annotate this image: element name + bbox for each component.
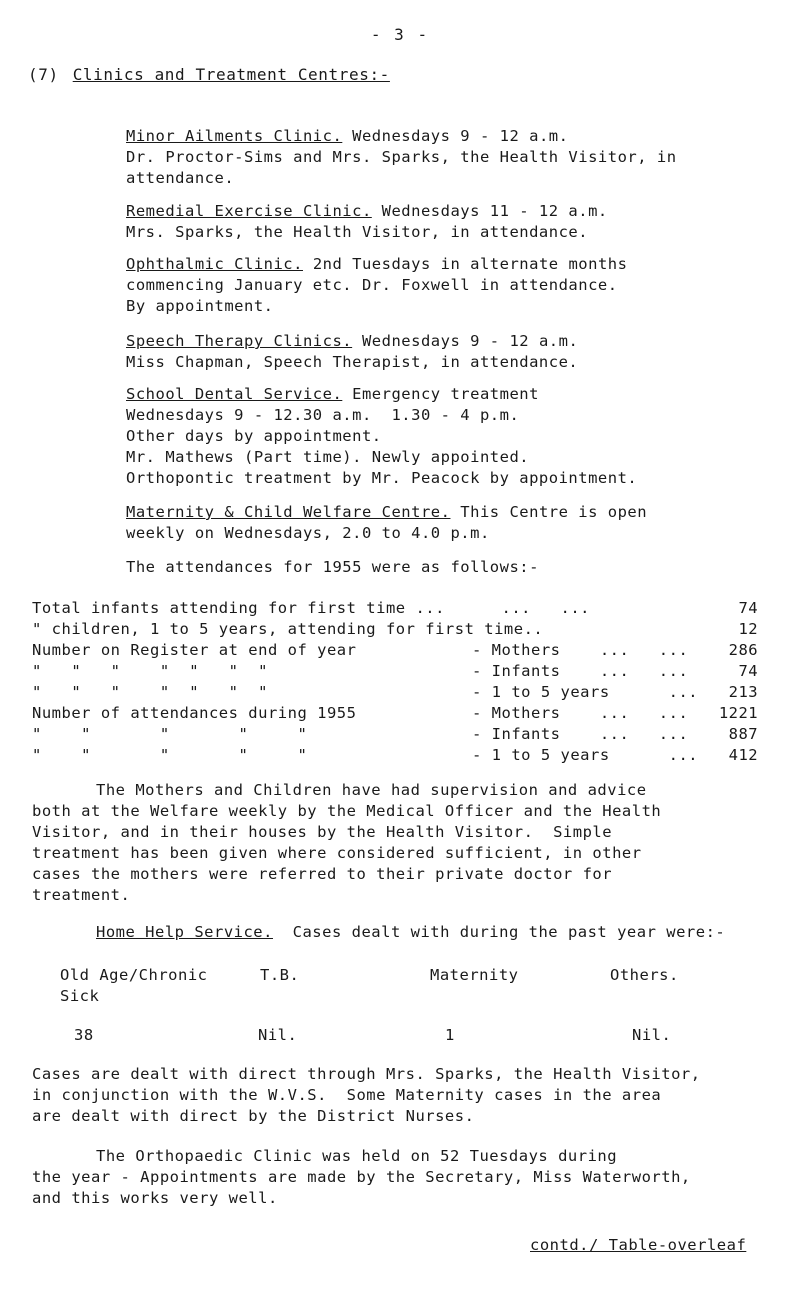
continued-note bbox=[530, 1235, 746, 1256]
stat-sub: - 1 to 5 years ... bbox=[472, 746, 699, 764]
table-row bbox=[32, 598, 758, 619]
paragraph-line: and this works very well. bbox=[32, 1189, 278, 1207]
table-row bbox=[32, 661, 758, 682]
stat-label: Number of attendances during 1955 bbox=[32, 704, 357, 722]
home-help-headers bbox=[60, 965, 760, 1009]
dental-line2: Wednesdays 9 - 12.30 a.m. 1.30 - 4 p.m. bbox=[126, 406, 520, 424]
paragraph-line: The Mothers and Children have had supervision and advice bbox=[96, 781, 647, 799]
minor-ailments-when: Wednesdays 9 - 12 a.m. bbox=[342, 127, 569, 145]
maternity-when: This Centre is open bbox=[450, 503, 648, 521]
header-others: Others. bbox=[610, 966, 679, 984]
paragraph-line: The Orthopaedic Clinic was held on 52 Tuesdays during bbox=[96, 1147, 618, 1165]
ophthalmic-line3: By appointment. bbox=[126, 297, 274, 315]
paragraph-line: in conjunction with the W.V.S. Some Maternity cases in the area bbox=[32, 1086, 662, 1104]
paragraph-line: treatment. bbox=[32, 886, 131, 904]
stat-label: " children, 1 to 5 years, attending for first time.. bbox=[32, 620, 544, 638]
dental-line3: Other days by appointment. bbox=[126, 427, 382, 445]
stat-sub: ... ... bbox=[472, 599, 590, 617]
minor-ailments-block bbox=[126, 126, 786, 189]
table-row bbox=[32, 745, 758, 766]
section-number: (7) bbox=[28, 65, 59, 84]
maternity-intro bbox=[126, 557, 786, 578]
maternity-line2: weekly on Wednesdays, 2.0 to 4.0 p.m. bbox=[126, 524, 490, 542]
speech-line2: Miss Chapman, Speech Therapist, in attendance. bbox=[126, 353, 579, 371]
table-row bbox=[32, 640, 758, 661]
stat-value: 74 bbox=[738, 662, 759, 680]
home-help-values bbox=[60, 1025, 760, 1046]
stat-value: 412 bbox=[728, 746, 759, 764]
ophthalmic-when: 2nd Tuesdays in alternate months bbox=[302, 255, 628, 273]
maternity-title: Maternity & Child Welfare Centre. bbox=[126, 503, 451, 521]
stat-sub: - Infants ... ... bbox=[472, 725, 689, 743]
attendance-table bbox=[32, 598, 758, 766]
maternity-block bbox=[126, 502, 786, 544]
stat-value: 213 bbox=[728, 683, 759, 701]
paragraph-line: Visitor, and in their houses by the Health Visitor. Simple bbox=[32, 823, 613, 841]
speech-title: Speech Therapy Clinics. bbox=[126, 332, 353, 350]
value-old-age: 38 bbox=[74, 1026, 94, 1044]
table-row bbox=[32, 724, 758, 745]
remedial-line2: Mrs. Sparks, the Health Visitor, in attendance. bbox=[126, 223, 589, 241]
stat-sub: - Infants ... ... bbox=[472, 662, 689, 680]
value-tb: Nil. bbox=[258, 1026, 298, 1044]
page-number: - 3 - bbox=[370, 25, 430, 44]
stat-value: 887 bbox=[728, 725, 759, 743]
remedial-block bbox=[126, 201, 786, 243]
stat-label: " " " " " " " bbox=[32, 683, 268, 701]
stat-label: " " " " " bbox=[32, 725, 308, 743]
home-help-paragraph bbox=[32, 1064, 772, 1127]
stat-label: " " " " " bbox=[32, 746, 308, 764]
ophthalmic-block bbox=[126, 254, 786, 317]
minor-ailments-line3: attendance. bbox=[126, 169, 235, 187]
home-help-heading bbox=[96, 922, 796, 943]
remedial-title: Remedial Exercise Clinic. bbox=[126, 202, 372, 220]
minor-ailments-line2: Dr. Proctor-Sims and Mrs. Sparks, the Health Visitor, in bbox=[126, 148, 677, 166]
paragraph-line: treatment has been given where considered sufficient, in other bbox=[32, 844, 642, 862]
table-row bbox=[32, 682, 758, 703]
remedial-when: Wednesdays 11 - 12 a.m. bbox=[371, 202, 608, 220]
header-old-age: Old Age/Chronic bbox=[60, 966, 208, 984]
speech-block bbox=[126, 331, 786, 373]
header-sick: Sick bbox=[60, 987, 100, 1005]
paragraph-line: are dealt with direct by the District Nurses. bbox=[32, 1107, 475, 1125]
paragraph-line: cases the mothers were referred to their private doctor for bbox=[32, 865, 613, 883]
stat-value: 286 bbox=[728, 641, 759, 659]
supervision-paragraph bbox=[32, 780, 772, 906]
paragraph-line: the year - Appointments are made by the Secretary, Miss Waterworth, bbox=[32, 1168, 691, 1186]
dental-block bbox=[126, 384, 786, 489]
ophthalmic-title: Ophthalmic Clinic. bbox=[126, 255, 303, 273]
value-maternity: 1 bbox=[445, 1026, 455, 1044]
speech-when: Wednesdays 9 - 12 a.m. bbox=[352, 332, 579, 350]
stat-label: Total infants attending for first time ... bbox=[32, 599, 445, 617]
stat-label: Number on Register at end of year bbox=[32, 641, 357, 659]
home-help-text: Cases dealt with during the past year were:- bbox=[272, 923, 726, 941]
section-heading bbox=[28, 64, 390, 85]
dental-when: Emergency treatment bbox=[342, 385, 539, 403]
value-others: Nil. bbox=[632, 1026, 672, 1044]
orthopaedic-paragraph bbox=[32, 1146, 772, 1209]
stat-value: 1221 bbox=[718, 704, 759, 722]
maternity-line3: The attendances for 1955 were as follows:- bbox=[126, 558, 539, 576]
stat-value: 12 bbox=[738, 620, 759, 638]
paragraph-line: both at the Welfare weekly by the Medical Officer and the Health bbox=[32, 802, 662, 820]
stat-sub: - Mothers ... ... bbox=[472, 641, 689, 659]
continued-text: contd./ Table-overleaf bbox=[530, 1236, 747, 1254]
table-row bbox=[32, 703, 758, 724]
header-tb: T.B. bbox=[260, 966, 300, 984]
stat-sub: - 1 to 5 years ... bbox=[472, 683, 699, 701]
dental-title: School Dental Service. bbox=[126, 385, 343, 403]
section-title: Clinics and Treatment Centres:- bbox=[72, 65, 390, 84]
header-maternity: Maternity bbox=[430, 966, 519, 984]
dental-line4: Mr. Mathews (Part time). Newly appointed. bbox=[126, 448, 530, 466]
dental-line5: Orthopontic treatment by Mr. Peacock by appointment. bbox=[126, 469, 638, 487]
stat-sub: - Mothers ... ... bbox=[472, 704, 689, 722]
paragraph-line: Cases are dealt with direct through Mrs. Sparks, the Health Visitor, bbox=[32, 1065, 701, 1083]
minor-ailments-title: Minor Ailments Clinic. bbox=[126, 127, 343, 145]
home-help-title: Home Help Service. bbox=[96, 923, 273, 941]
stat-value: 74 bbox=[738, 599, 759, 617]
table-row bbox=[32, 619, 758, 640]
ophthalmic-line2: commencing January etc. Dr. Foxwell in attendance. bbox=[126, 276, 618, 294]
stat-label: " " " " " " " bbox=[32, 662, 268, 680]
